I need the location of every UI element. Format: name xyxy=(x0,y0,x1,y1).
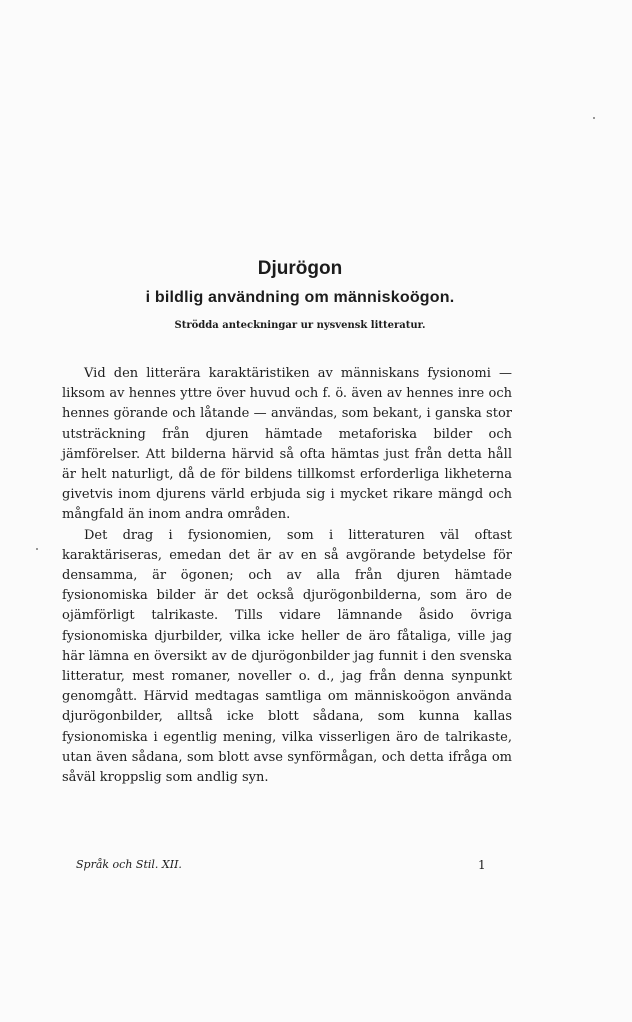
page-speck xyxy=(593,117,595,119)
page-number: 1 xyxy=(478,858,486,872)
article-title: Djurögon xyxy=(257,258,343,279)
page-speck xyxy=(36,548,38,550)
article-body xyxy=(62,364,512,788)
article-note: Strödda anteckningar ur nysvensk litteratur. xyxy=(174,320,426,331)
article-subtitle: i bildlig användning om människoögon. xyxy=(145,289,455,306)
paragraph: Vid den litterära karaktäristiken av människans fysionomi — liksom av hennes yttre över huvud och f. ö. även av hennes inre och hennes görande och låtande — användas, som bekant, i ganska stor utsträckning från djuren hämtade metaforiska bilder och jämförelser. Att bilderna härvid så ofta hämtas just från detta håll är helt naturligt, då de för bildens tillkomst erforderliga likheterna givetvis inom djurens värld erbjuda sig i mycket rikare mängd och mångfald än inom andra områden. xyxy=(62,366,512,523)
paragraph: Det drag i fysionomien, som i litteraturen väl oftast karaktäriseras, emedan det är av en så avgörande betydelse för densamma, är ögonen; och av alla från djuren hämtade fysionomiska bilder är det också djurögonbilderna, som äro de ojämförligt talrikaste. Tills vidare lämnande åsido övriga fysionomiska djurbilder, vilka icke heller de äro fåtaliga, ville jag här lämna en översikt av de djurögonbilder jag funnit i den svenska litteratur, mest romaner, noveller o. d., jag från denna synpunkt genomgått. Härvid medtagas samtliga om människoögon använda djurögonbilder, alltså icke blott sådana, som kunna kallas fysionomiska i egentlig mening, vilka visserligen äro de talrikaste, utan även sådana, som blott avse synförmågan, och detta ifråga om såväl kroppslig som andlig syn. xyxy=(62,527,512,786)
signature-mark: Språk och Stil. XII. xyxy=(76,858,182,871)
